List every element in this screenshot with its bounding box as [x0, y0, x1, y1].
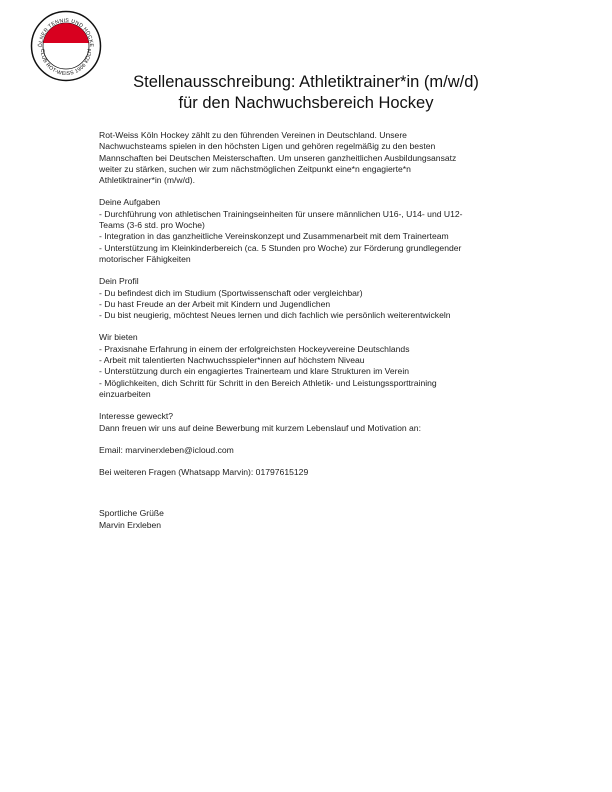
section-heading: Wir bieten	[99, 332, 138, 343]
intro-line: Athletiktrainer*in (m/w/d).	[99, 175, 195, 186]
intro-line: Nachwuchsteams spielen in den höchsten Ligen und gehören regelmäßig zu den besten	[99, 141, 436, 152]
section-interesse	[99, 411, 511, 434]
list-item: - Praxisnahe Erfahrung in einem der erfolgreichsten Hockeyvereine Deutschlands	[99, 343, 410, 354]
list-item: - Du befindest dich im Studium (Sportwissenschaft oder vergleichbar)	[99, 287, 363, 298]
section-aufgaben	[99, 197, 511, 265]
intro-line: weiter zu stärken, suchen wir zum nächstmöglichen Zeitpunkt eine*n engagierte*n	[99, 163, 411, 174]
contact-email: Email: marvinerxleben@icloud.com	[99, 444, 234, 455]
logo-text-top: ÖLNER TENNIS UND HOCKE	[37, 17, 95, 48]
contact-phone: Bei weiteren Fragen (Whatsapp Marvin): 01797615129	[99, 467, 309, 478]
logo-text-bottom: CLUB ROT-WEISS 1906 KÖLN	[38, 48, 94, 78]
job-posting-body	[99, 130, 511, 531]
section-heading: Interesse geweckt?	[99, 411, 174, 422]
signoff-greeting: Sportliche Grüße	[99, 508, 164, 519]
list-item: motorischer Fähigkeiten	[99, 253, 191, 264]
page-title	[0, 72, 612, 114]
list-item: - Unterstützung im Kleinkinderbereich (ca. 5 Stunden pro Woche) zur Förderung grundlegender	[99, 242, 462, 253]
list-item: - Du bist neugierig, möchtest Neues lernen und dich fachlich wie persönlich weiterentwickeln	[99, 310, 451, 321]
interesse-text: Dann freuen wir uns auf deine Bewerbung mit kurzem Lebenslauf und Motivation an:	[99, 422, 421, 433]
list-item: - Möglichkeiten, dich Schritt für Schritt in den Bereich Athletik- und Leistungssporttraining	[99, 377, 437, 388]
section-profil	[99, 276, 511, 321]
title-line-2: für den Nachwuchsbereich Hockey	[178, 94, 434, 112]
list-item: - Arbeit mit talentierten Nachwuchsspieler*innen auf höchstem Niveau	[99, 355, 365, 366]
section-bieten	[99, 332, 511, 400]
list-item: Teams (3-6 std. pro Woche)	[99, 220, 205, 231]
section-heading: Dein Profil	[99, 276, 139, 287]
list-item: - Integration in das ganzheitliche Vereinskonzept und Zusammenarbeit mit dem Trainerteam	[99, 231, 449, 242]
list-item: - Du hast Freude an der Arbeit mit Kindern und Jugendlichen	[99, 298, 331, 309]
intro-paragraph	[99, 130, 511, 186]
signoff-name: Marvin Erxleben	[99, 519, 162, 530]
list-item: - Durchführung von athletischen Trainingseinheiten für unsere männlichen U16-, U14- und U12-	[99, 208, 463, 219]
title-line-1: Stellenausschreibung: Athletiktrainer*in (m/w/d)	[133, 73, 479, 91]
list-item: einzuarbeiten	[99, 388, 151, 399]
intro-line: Mannschaften bei Deutschen Meisterschaften. Um unseren ganzheitlichen Ausbildungsansatz	[99, 152, 457, 163]
intro-line: Rot-Weiss Köln Hockey zählt zu den führenden Vereinen in Deutschland. Unsere	[99, 130, 407, 140]
section-heading: Deine Aufgaben	[99, 197, 161, 208]
list-item: - Unterstützung durch ein engagiertes Trainerteam und klare Strukturen im Verein	[99, 366, 410, 377]
